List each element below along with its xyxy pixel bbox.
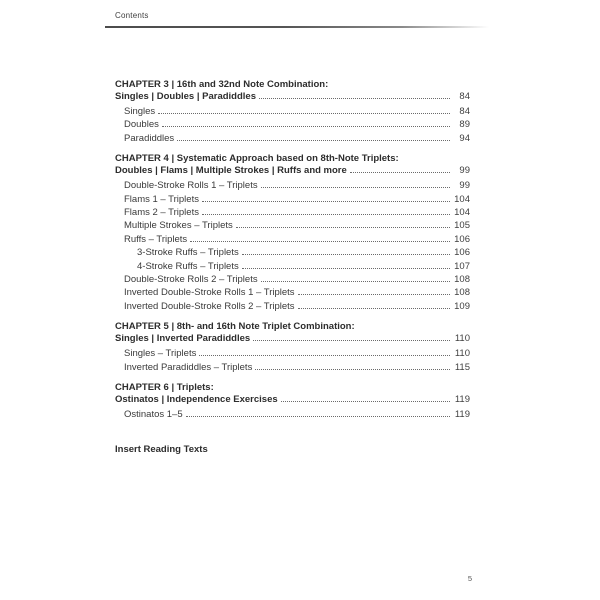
page-ref: 106 [454,247,470,259]
dot-leader [242,254,450,255]
running-header: Contents [115,11,149,20]
toc-entry [115,193,470,206]
dot-leader [261,187,450,188]
page-ref: 104 [454,207,470,219]
toc-entry-label: Singles [124,106,156,117]
toc-entry [115,206,470,219]
dot-leader [281,401,450,402]
toc-entry-label: 4-Stroke Ruffs – Triplets [137,260,239,272]
dot-leader [242,268,450,269]
chapter-heading-line2 [115,165,470,177]
folio-page-number: 5 [467,574,472,583]
page-ref: 99 [459,165,470,177]
page-ref: 108 [454,287,470,299]
chapter-subtitle: Singles | Inverted Paradiddles [115,333,251,345]
toc-entry [115,273,470,286]
toc-entry-label: Double-Stroke Rolls 1 – Triplets [124,180,258,192]
page-ref: 84 [459,106,470,117]
dot-leader [253,340,450,341]
page-ref: 106 [454,233,470,245]
dot-leader [255,369,450,370]
toc-entry-label: Inverted Paradiddles – Triplets [124,361,253,373]
toc-entry-label: Flams 2 – Triplets [124,207,199,219]
dot-leader [298,308,450,309]
toc-section-chapter-4 [115,153,470,313]
toc-entry [115,286,470,299]
page-ref: 119 [454,394,470,406]
dot-leader [259,98,450,99]
chapter-heading-line2 [115,394,470,406]
page-ref: 110 [454,348,470,360]
toc-section-chapter-5 [115,321,470,374]
toc-entry-label: 3-Stroke Ruffs – Triplets [137,247,239,259]
toc-entry-label: Doubles [124,119,159,131]
chapter-heading-line1 [115,382,470,394]
toc-entry-label: Ostinatos 1–5 [124,409,183,421]
toc-entry-label: Double-Stroke Rolls 2 – Triplets [124,274,258,286]
toc-entry-label: Inverted Double-Stroke Rolls 2 – Triplets [124,300,295,312]
section-entries [115,179,470,313]
chapter-title: CHAPTER 5 | 8th- and 16th Note Triplet Combination: [115,321,355,333]
toc-entry [115,347,470,360]
chapter-heading-line1 [115,321,470,333]
dot-leader [261,281,450,282]
toc-entry-label: Paradiddles [124,132,175,144]
page-ref: 94 [459,132,470,144]
dot-leader [177,140,450,141]
chapter-subtitle: Doubles | Flams | Multiple Strokes | Ruffs and more [115,165,347,177]
toc-entry [115,408,470,421]
toc-entry [115,118,470,131]
toc-entry [115,300,470,313]
page-ref: 89 [459,119,470,131]
dot-leader [202,214,450,215]
section-entries [115,347,470,374]
page-ref: 110 [454,333,470,345]
dot-leader [186,416,450,417]
header-rule [105,26,501,28]
page-ref: 107 [454,260,470,272]
chapter-title: CHAPTER 4 | Systematic Approach based on 8th-Note Triplets: [115,153,399,165]
section-entries [115,408,470,421]
dot-leader [298,294,450,295]
insert-reading-texts-note: Insert Reading Texts [115,444,208,455]
page-ref: 108 [454,274,470,286]
chapter-title: CHAPTER 3 | 16th and 32nd Note Combination: [115,79,329,90]
dot-leader [350,172,450,173]
chapter-heading-line2 [115,91,470,103]
toc-entry-label: Ruffs – Triplets [124,233,188,245]
dot-leader [190,241,450,242]
toc-section-chapter-3 [115,79,470,145]
toc-entry-label: Inverted Double-Stroke Rolls 1 – Triplets [124,287,295,299]
toc-section-chapter-6 [115,382,470,421]
chapter-heading-line1 [115,79,470,91]
dot-leader [158,113,450,114]
dot-leader [199,355,450,356]
toc-entry [115,233,470,246]
page-ref: 84 [459,91,470,102]
dot-leader [236,227,450,228]
dot-leader [202,201,450,202]
toc-entry [115,246,470,259]
chapter-title: CHAPTER 6 | Triplets: [115,382,214,394]
dot-leader [162,126,450,127]
toc-entry [115,361,470,374]
toc-entry [115,105,470,118]
chapter-subtitle: Ostinatos | Independence Exercises [115,394,278,406]
toc-entry-label: Singles – Triplets [124,348,197,360]
toc-entry-label: Multiple Strokes – Triplets [124,220,233,232]
toc-entry [115,260,470,273]
toc-entry [115,132,470,145]
page-ref: 119 [454,409,470,421]
page-ref: 109 [454,300,470,312]
table-of-contents [115,79,470,422]
toc-entry-label: Flams 1 – Triplets [124,193,199,205]
page-ref: 105 [454,220,470,232]
chapter-subtitle: Singles | Doubles | Paradiddles [115,91,256,102]
section-entries [115,105,470,145]
page-ref: 104 [454,193,470,205]
page-ref: 115 [454,361,470,373]
chapter-heading-line1 [115,153,470,165]
chapter-heading-line2 [115,333,470,345]
toc-entry [115,179,470,192]
toc-entry [115,219,470,232]
page-ref: 99 [459,180,470,192]
